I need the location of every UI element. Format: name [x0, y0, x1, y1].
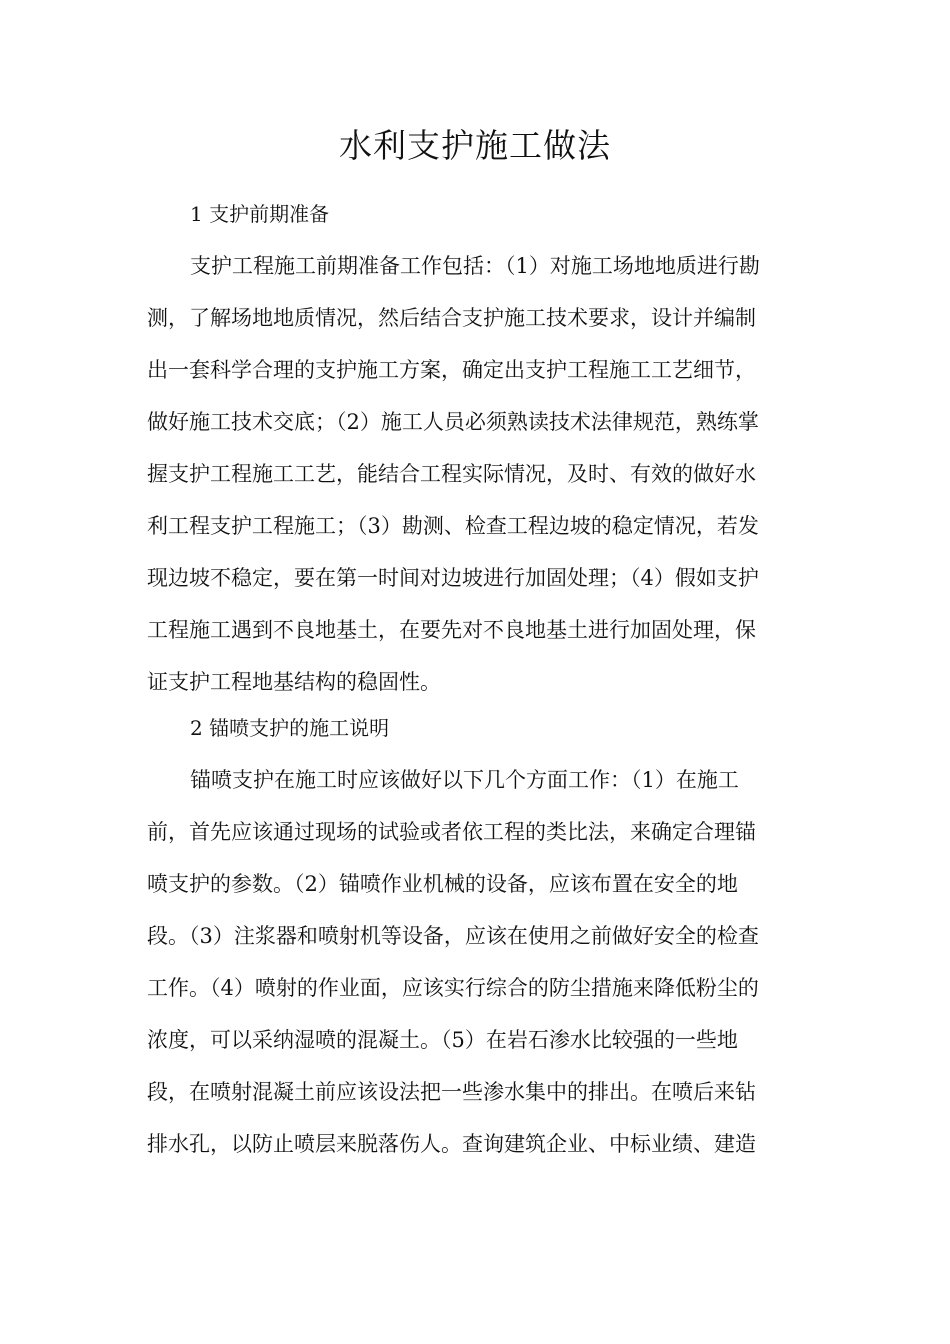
paragraph-line: 出一套科学合理的支护施工方案，确定出支护工程施工工艺细节，: [147, 358, 756, 382]
paragraph-line: 利工程支护工程施工；（3）勘测、检查工程边坡的稳定情况，若发: [147, 514, 759, 538]
paragraph-line: 做好施工技术交底；（2）施工人员必须熟读技术法律规范，熟练掌: [147, 410, 759, 434]
section-1-paragraph: [147, 240, 807, 708]
paragraph-line: 段，在喷射混凝土前应该设法把一些渗水集中的排出。在喷后来钻: [147, 1080, 756, 1104]
section-heading-2: 2 锚喷支护的施工说明: [190, 716, 390, 740]
paragraph-line: 支护工程施工前期准备工作包括：（1）对施工场地地质进行勘: [190, 254, 760, 278]
paragraph-line: 握支护工程施工工艺，能结合工程实际情况，及时、有效的做好水: [147, 462, 756, 486]
paragraph-line: 喷支护的参数。（2）锚喷作业机械的设备，应该布置在安全的地: [147, 872, 738, 896]
section-heading-1: 1 支护前期准备: [190, 202, 330, 226]
paragraph-line: 浓度，可以采纳湿喷的混凝土。（5）在岩石渗水比较强的一些地: [147, 1028, 738, 1052]
paragraph-line: 证支护工程地基结构的稳固性。: [147, 670, 441, 694]
paragraph-line: 排水孔，以防止喷层来脱落伤人。查询建筑企业、中标业绩、建造: [147, 1132, 756, 1156]
paragraph-line: 工程施工遇到不良地基土，在要先对不良地基土进行加固处理，保: [147, 618, 756, 642]
section-2-paragraph: [147, 754, 807, 1170]
document-title: 水利支护施工做法: [339, 126, 611, 165]
paragraph-line: 前，首先应该通过现场的试验或者依工程的类比法，来确定合理锚: [147, 820, 756, 844]
paragraph-line: 段。（3）注浆器和喷射机等设备，应该在使用之前做好安全的检查: [147, 924, 759, 948]
paragraph-line: 现边坡不稳定，要在第一时间对边坡进行加固处理；（4）假如支护: [147, 566, 759, 590]
paragraph-line: 工作。（4）喷射的作业面，应该实行综合的防尘措施来降低粉尘的: [147, 976, 759, 1000]
paragraph-line: 测，了解场地地质情况，然后结合支护施工技术要求，设计并编制: [147, 306, 756, 330]
paragraph-line: 锚喷支护在施工时应该做好以下几个方面工作：（1）在施工: [190, 768, 739, 792]
